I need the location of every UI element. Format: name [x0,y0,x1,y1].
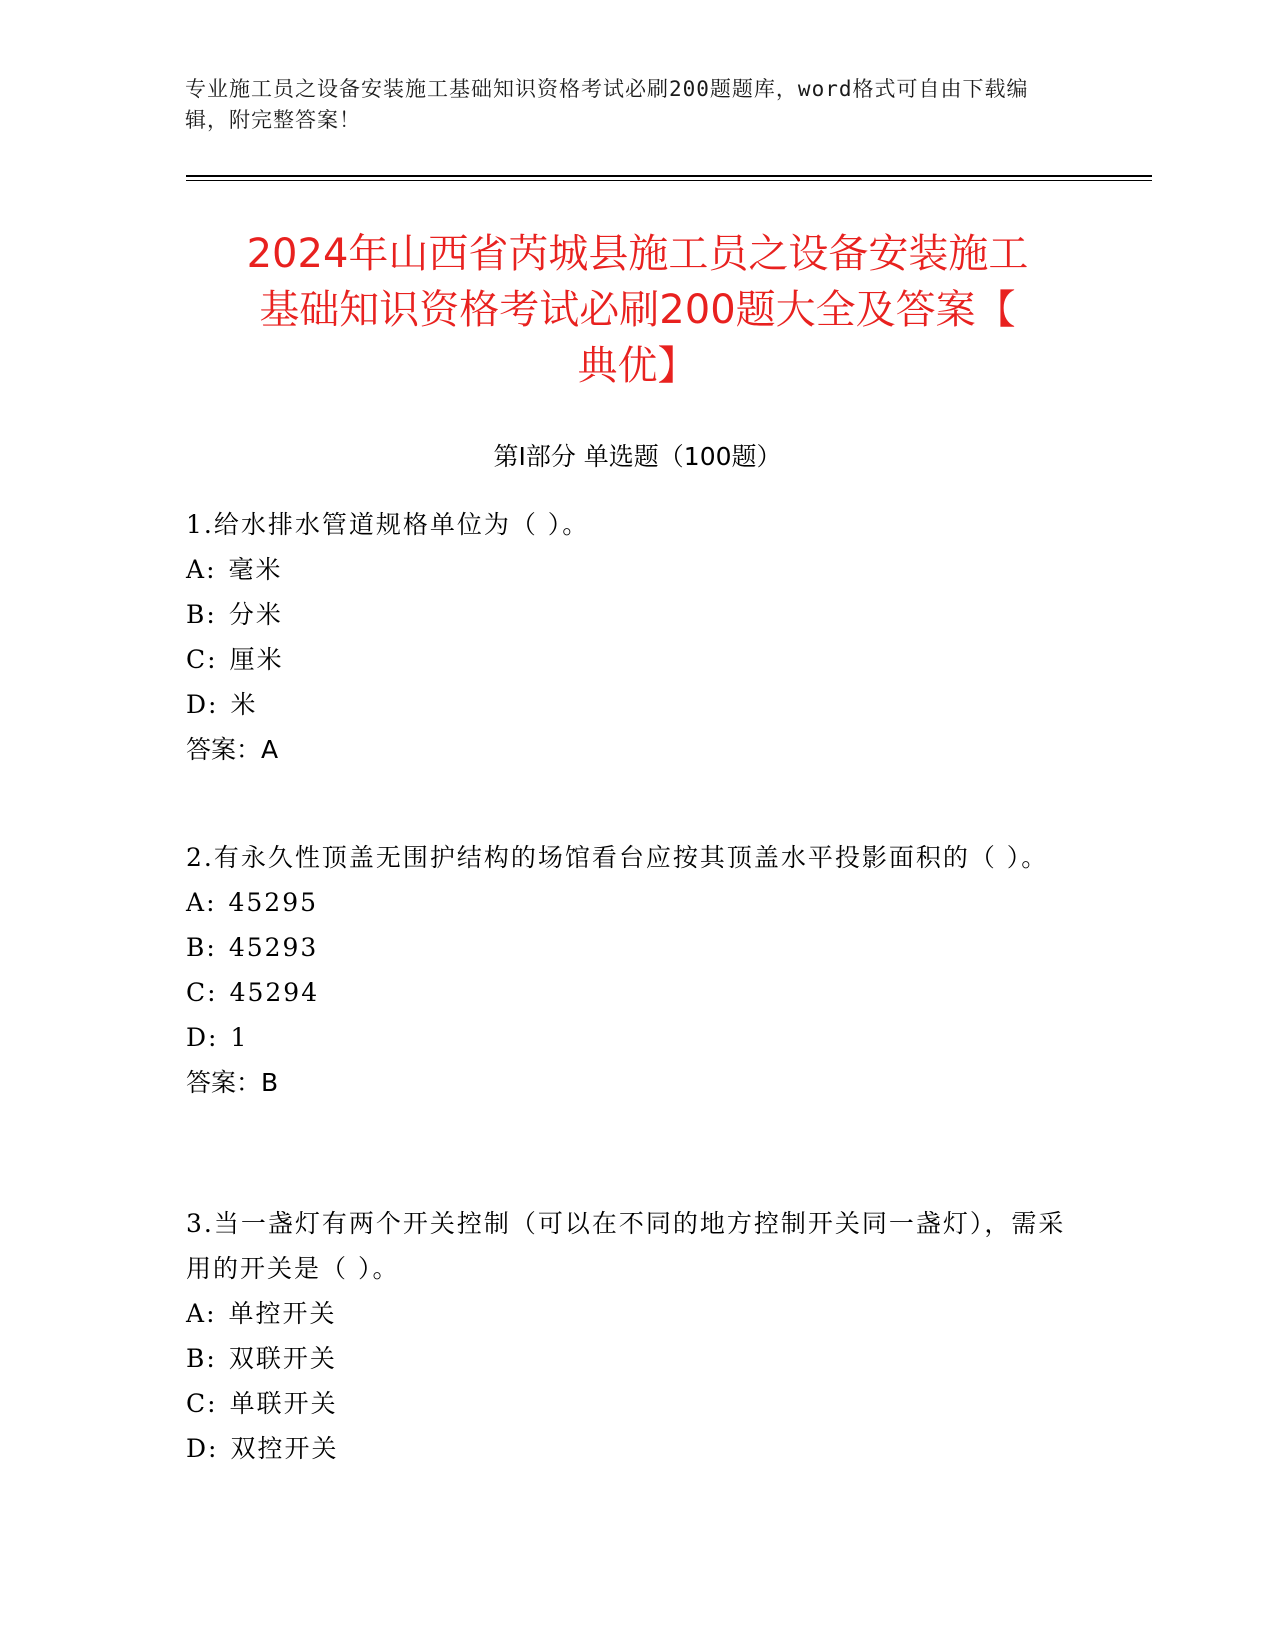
option-key: A [186,555,207,584]
option-separator: : [208,690,219,719]
option-separator: : [207,978,218,1007]
option-text: 45295 [228,888,319,917]
question-3-option-d [186,1426,1066,1471]
question-3-option-a [186,1291,1066,1336]
answer-prefix: 答案： [186,1068,262,1097]
answer-value: A [261,735,279,764]
question-2 [186,835,1066,1105]
question-1-option-d [186,682,1066,727]
option-separator: : [206,933,217,962]
option-separator: : [206,1299,217,1328]
option-text: 单控开关 [228,1299,337,1328]
option-text: 米 [230,690,258,719]
question-1-option-a [186,547,1066,592]
question-2-option-b [186,925,1066,970]
title-line-3: 典优】 [577,343,698,389]
title-line-2: 基础知识资格考试必刷200题大全及答案【 [259,287,1016,333]
option-text: 分米 [228,600,283,629]
question-1 [186,502,1066,772]
option-separator: : [206,1344,217,1373]
section-heading: 第Ⅰ部分 单选题（100题） [493,442,782,471]
question-2-stem: 2.有永久性顶盖无围护结构的场馆看台应按其顶盖水平投影面积的（ ）。 [186,843,1049,872]
question-2-answer [186,1060,1066,1105]
option-key: B [186,1344,207,1373]
option-text: 厘米 [229,645,284,674]
answer-prefix: 答案： [186,735,262,764]
option-key: C [186,978,208,1007]
option-key: A [186,888,207,917]
question-1-option-b [186,592,1066,637]
option-text: 单联开关 [229,1389,338,1418]
question-1-stem: 1.给水排水管道规格单位为（ ）。 [186,510,590,539]
option-text: 双联开关 [228,1344,337,1373]
option-separator: : [207,1389,218,1418]
question-1-answer [186,727,1066,772]
question-3-stem: 3.当一盏灯有两个开关控制（可以在不同的地方控制开关同一盏灯），需采用的开关是（ ）。 [186,1209,1066,1283]
option-text: 1 [230,1023,249,1052]
option-text: 毫米 [228,555,283,584]
question-1-option-c [186,637,1066,682]
option-separator: : [206,888,217,917]
option-key: D [186,1434,209,1463]
header-note: 专业施工员之设备安装施工基础知识资格考试必刷200题题库，word格式可自由下载编辑，附完整答案！ [185,77,1029,132]
option-key: B [186,600,207,629]
option-text: 双控开关 [230,1434,339,1463]
option-text: 45294 [229,978,320,1007]
option-key: C [186,1389,208,1418]
option-key: D [186,690,209,719]
title-line-1: 2024年山西省芮城县施工员之设备安装施工 [246,231,1029,277]
document-title [120,226,1155,394]
question-2-option-d [186,1015,1066,1060]
option-key: A [186,1299,207,1328]
option-key: D [186,1023,209,1052]
option-key: B [186,933,207,962]
option-separator: : [206,600,217,629]
answer-value: B [261,1068,279,1097]
question-2-option-c [186,970,1066,1015]
question-2-option-a [186,880,1066,925]
option-text: 45293 [228,933,319,962]
header-divider-thick [186,175,1152,177]
question-3-option-b [186,1336,1066,1381]
question-3 [186,1201,1066,1471]
question-3-option-c [186,1381,1066,1426]
option-separator: : [207,645,218,674]
option-key: C [186,645,208,674]
header-divider-thin [186,180,1152,181]
option-separator: : [208,1434,219,1463]
option-separator: : [208,1023,219,1052]
option-separator: : [206,555,217,584]
